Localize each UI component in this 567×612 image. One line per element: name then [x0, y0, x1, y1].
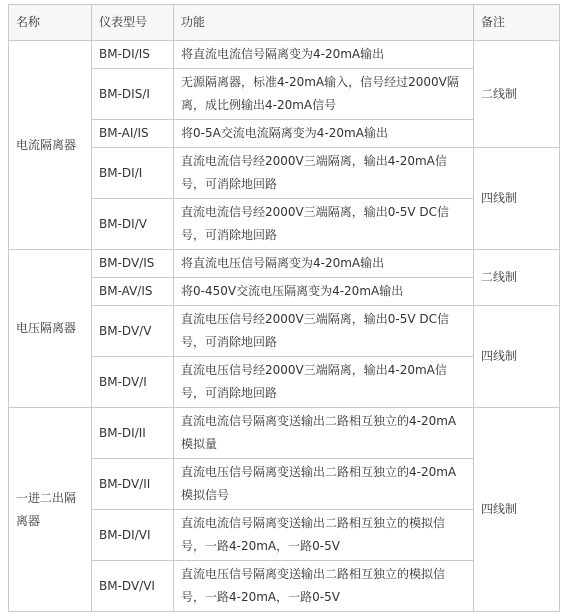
function-cell: 将直流电流信号隔离变为4-20mA输出	[174, 41, 474, 69]
group-split-isolator: 一进二出隔离器	[9, 408, 92, 612]
function-cell: 将直流电压信号隔离变为4-20mA输出	[174, 250, 474, 278]
table-header	[9, 5, 560, 41]
table-row	[9, 408, 560, 459]
model-cell: BM-AI/IS	[92, 120, 174, 148]
remark-cell: 四线制	[474, 148, 560, 250]
model-cell: BM-DI/I	[92, 148, 174, 199]
table-row	[9, 250, 560, 278]
table-row	[9, 306, 560, 357]
function-cell: 将0-450V交流电压隔离变为4-20mA输出	[174, 278, 474, 306]
remark-cell: 四线制	[474, 306, 560, 408]
function-cell: 直流电压信号隔离变送输出二路相互独立的模拟信号，一路4-20mA，一路0-5V	[174, 561, 474, 612]
model-cell: BM-DV/V	[92, 306, 174, 357]
header-name: 名称	[9, 5, 92, 41]
model-cell: BM-DV/I	[92, 357, 174, 408]
header-function: 功能	[174, 5, 474, 41]
model-cell: BM-DI/VI	[92, 510, 174, 561]
table-row	[9, 41, 560, 69]
header-remark: 备注	[474, 5, 560, 41]
model-cell: BM-DI/II	[92, 408, 174, 459]
function-cell: 直流电流信号隔离变送输出二路相互独立的模拟信号，一路4-20mA，一路0-5V	[174, 510, 474, 561]
group-current-isolator: 电流隔离器	[9, 41, 92, 250]
model-cell: BM-DI/V	[92, 199, 174, 250]
table-row	[9, 148, 560, 199]
remark-cell: 四线制	[474, 408, 560, 612]
remark-cell: 二线制	[474, 41, 560, 148]
isolator-spec-table	[8, 4, 560, 612]
function-cell: 直流电压信号经2000V三端隔离，输出4-20mA信号，可消除地回路	[174, 357, 474, 408]
function-cell: 直流电流信号经2000V三端隔离，输出0-5V DC信号，可消除地回路	[174, 199, 474, 250]
table-body	[9, 41, 560, 612]
model-cell: BM-AV/IS	[92, 278, 174, 306]
model-cell: BM-DV/IS	[92, 250, 174, 278]
model-cell: BM-DV/II	[92, 459, 174, 510]
function-cell: 无源隔离器，标准4-20mA输入，信号经过2000V隔离，成比例输出4-20mA信号	[174, 69, 474, 120]
function-cell: 直流电流信号隔离变送输出二路相互独立的4-20mA模拟量	[174, 408, 474, 459]
model-cell: BM-DV/VI	[92, 561, 174, 612]
header-model: 仪表型号	[92, 5, 174, 41]
remark-cell: 二线制	[474, 250, 560, 306]
function-cell: 直流电压信号隔离变送输出二路相互独立的4-20mA模拟信号	[174, 459, 474, 510]
group-voltage-isolator: 电压隔离器	[9, 250, 92, 408]
function-cell: 将0-5A交流电流隔离变为4-20mA输出	[174, 120, 474, 148]
model-cell: BM-DI/IS	[92, 41, 174, 69]
header-row	[9, 5, 560, 41]
function-cell: 直流电压信号经2000V三端隔离，输出0-5V DC信号，可消除地回路	[174, 306, 474, 357]
function-cell: 直流电流信号经2000V三端隔离，输出4-20mA信号，可消除地回路	[174, 148, 474, 199]
model-cell: BM-DIS/I	[92, 69, 174, 120]
